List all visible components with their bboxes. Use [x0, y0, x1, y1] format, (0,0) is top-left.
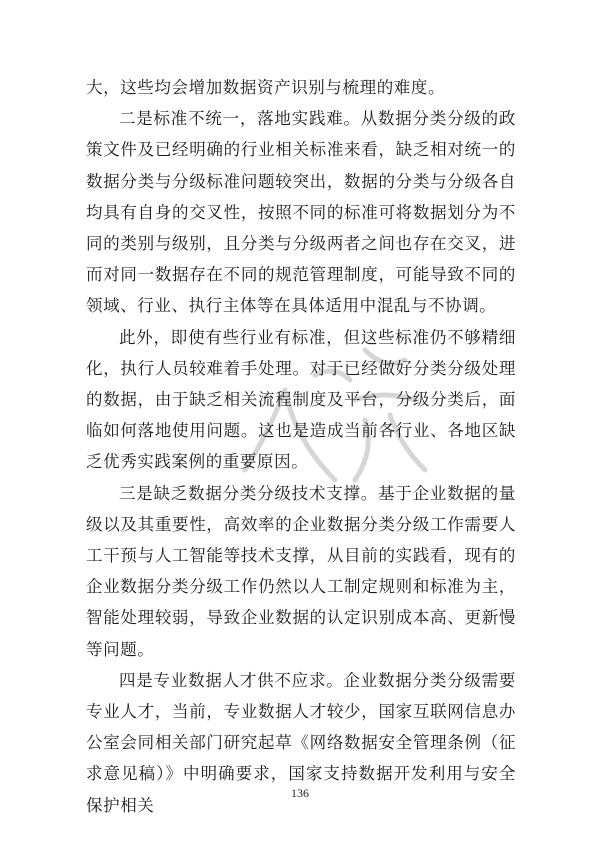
- paragraph-continuation: 大，这些均会增加数据资产识别与梳理的难度。: [86, 78, 446, 97]
- paragraph-talent-shortage: 四是专业数据人才供不应求。企业数据分类分级需要专业人才，当前，专业数据人才较少，国家互联网信息办公室会同相关部门研究起草《网络数据安全管理条例（征求意见稿）》中明确要求，国家支持数据开发利用与安全保护相关: [86, 670, 516, 815]
- body-text: [86, 72, 516, 821]
- paragraph-lack-of-tech-support: 三是缺乏数据分类分级技术支撑。基于企业数据的量级以及其重要性，高效率的企业数据分类分级工作需要人工干预与人工智能等技术支撑，从目前的实践看，现有的企业数据分类分级工作仍然以人工制定规则和标准为主，智能处理较弱，导致企业数据的认定识别成本高、更新慢等问题。: [86, 483, 516, 659]
- page-number: 136: [291, 786, 309, 800]
- paragraph-furthermore: 此外，即使有些行业有标准，但这些标准仍不够精细化，执行人员较难着手处理。对于已经做好分类分级处理的数据，由于缺乏相关流程制度及平台，分级分类后，面临如何落地使用问题。这也是造成当前各行业、各地区缺乏优秀实践案例的重要原因。: [86, 327, 516, 472]
- paragraph-standards-not-unified: 二是标准不统一，落地实践难。从数据分类分级的政策文件及已经明确的行业相关标准来看，缺乏相对统一的数据分类与分级标准问题较突出，数据的分类与分级各自均具有自身的交叉性，按照不同的标准可将数据划分为不同的类别与级别，且分类与分级两者之间也存在交叉，进而对同一数据存在不同的规范管理制度，可能导致不同的领域、行业、执行主体等在具体适用中混乱与不协调。: [86, 109, 516, 316]
